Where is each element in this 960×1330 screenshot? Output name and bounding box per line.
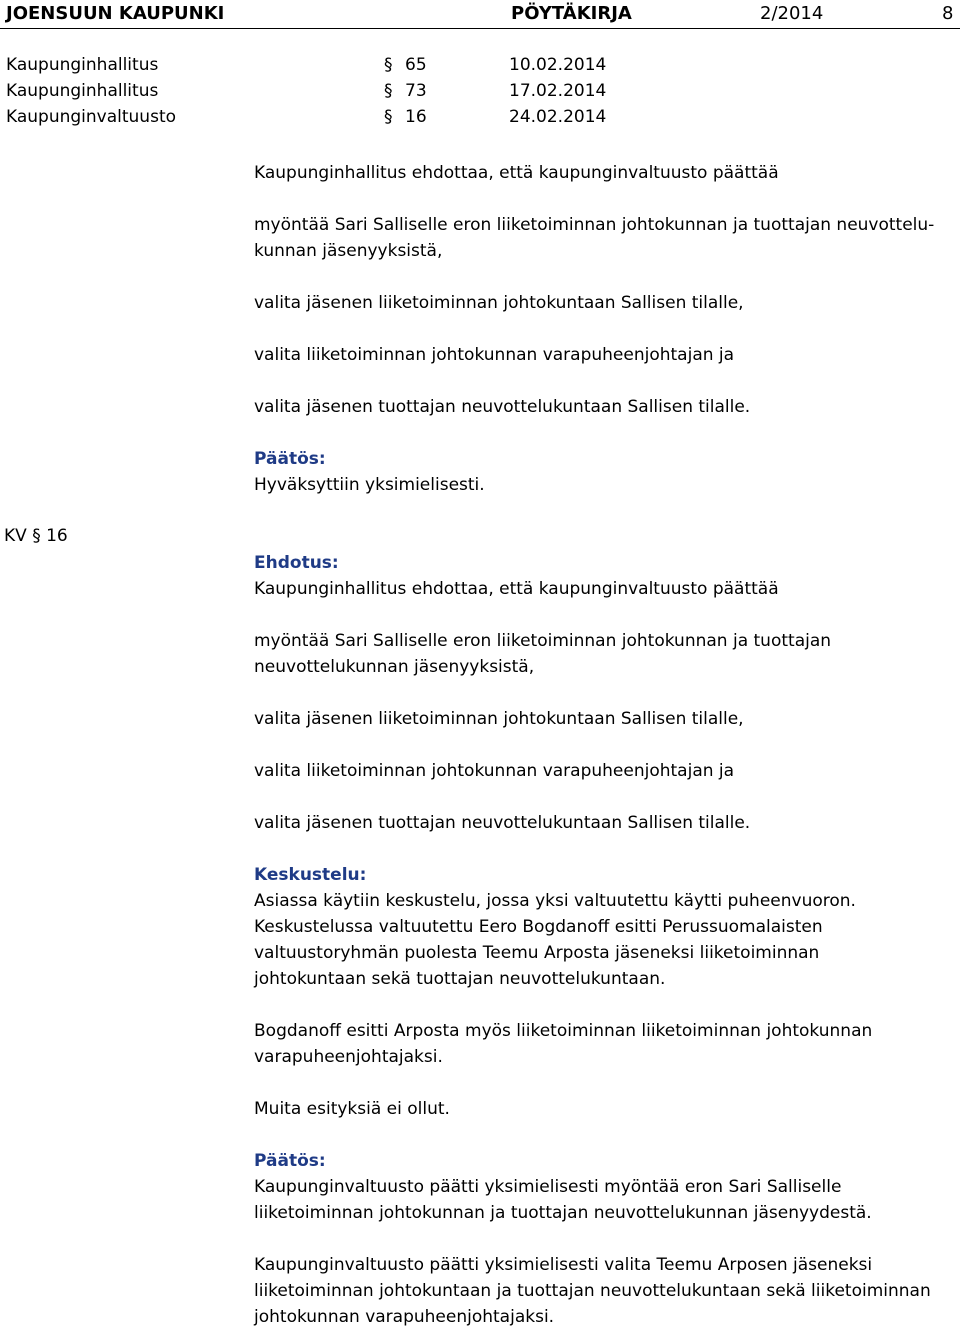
section-sign-icon: § — [384, 107, 393, 127]
document-type: PÖYTÄKIRJA — [511, 3, 632, 24]
meeting-references — [6, 52, 706, 130]
section-number: 16 — [405, 107, 427, 127]
kh-item-1-cont: kunnan jäsenyyksistä, — [254, 241, 443, 261]
kv-section-number: 16 — [46, 526, 68, 546]
meeting-reference-row — [6, 78, 706, 104]
page-header — [0, 0, 960, 29]
kv-decision-line: Kaupunginvaltuusto päätti yksimielisesti myöntää eron Sari Salliselle — [254, 1177, 842, 1197]
kv-discussion-line: Muita esityksiä ei ollut. — [254, 1099, 450, 1119]
decision-body: Kaupunginhallitus — [6, 55, 159, 75]
kv-decision-label: Päätös: — [254, 1151, 326, 1171]
kv-reference — [4, 523, 68, 549]
kh-decision-label: Päätös: — [254, 449, 326, 469]
kv-item-1: myöntää Sari Salliselle eron liiketoiminnan johtokunnan ja tuottajan — [254, 631, 832, 651]
kv-discussion-line: Asiassa käytiin keskustelu, jossa yksi valtuutettu käytti puheenvuoron. — [254, 891, 856, 911]
meeting-date: 10.02.2014 — [509, 55, 607, 75]
city-name: JOENSUUN KAUPUNKI — [6, 3, 225, 24]
kv-item-4: valita jäsenen tuottajan neuvottelukuntaan Sallisen tilalle. — [254, 813, 751, 833]
section-number: 65 — [405, 55, 427, 75]
kv-decision-line: johtokunnan varapuheenjohtajaksi. — [254, 1307, 555, 1327]
kv-discussion-line: johtokuntaan sekä tuottajan neuvottelukuntaan. — [254, 969, 666, 989]
kv-item-3: valita liiketoiminnan johtokunnan varapuheenjohtajan ja — [254, 761, 735, 781]
kv-prefix: KV — [4, 526, 27, 546]
kv-intro: Kaupunginhallitus ehdottaa, että kaupunginvaltuusto päättää — [254, 579, 779, 599]
kv-decision-line: liiketoiminnan johtokuntaan ja tuottajan neuvottelukuntaan sekä liiketoiminnan — [254, 1281, 931, 1301]
kv-discussion-line: valtuustoryhmän puolesta Teemu Arposta jäseneksi liiketoiminnan — [254, 943, 820, 963]
decision-body: Kaupunginhallitus — [6, 81, 159, 101]
section-sign-icon: § — [384, 81, 393, 101]
kv-item-1-cont: neuvottelukunnan jäsenyyksistä, — [254, 657, 535, 677]
kv-decision-line: Kaupunginvaltuusto päätti yksimielisesti valita Teemu Arposen jäseneksi — [254, 1255, 873, 1275]
page-number: 8 — [942, 3, 954, 24]
section-sign-icon: § — [32, 526, 41, 546]
decision-body: Kaupunginvaltuusto — [6, 107, 177, 127]
kh-decision-text: Hyväksyttiin yksimielisesti. — [254, 475, 485, 495]
kh-item-3: valita liiketoiminnan johtokunnan varapuheenjohtajan ja — [254, 345, 735, 365]
kh-section — [254, 160, 954, 498]
section-number: 73 — [405, 81, 427, 101]
kv-discussion-label: Keskustelu: — [254, 865, 367, 885]
kv-proposal-label: Ehdotus: — [254, 553, 339, 573]
kv-item-2: valita jäsenen liiketoiminnan johtokuntaan Sallisen tilalle, — [254, 709, 744, 729]
kh-item-1: myöntää Sari Salliselle eron liiketoiminnan johtokunnan ja tuottajan neuvottelu- — [254, 215, 935, 235]
meeting-reference-row — [6, 52, 706, 78]
kv-discussion-line: varapuheenjohtajaksi. — [254, 1047, 443, 1067]
meeting-date: 24.02.2014 — [509, 107, 607, 127]
kh-intro: Kaupunginhallitus ehdottaa, että kaupunginvaltuusto päättää — [254, 163, 779, 183]
section-sign-icon: § — [384, 55, 393, 75]
kv-discussion-line: Keskustelussa valtuutettu Eero Bogdanoff esitti Perussuomalaisten — [254, 917, 823, 937]
kh-item-4: valita jäsenen tuottajan neuvottelukuntaan Sallisen tilalle. — [254, 397, 751, 417]
meeting-reference-row — [6, 104, 706, 130]
meeting-date: 17.02.2014 — [509, 81, 607, 101]
kh-item-2: valita jäsenen liiketoiminnan johtokuntaan Sallisen tilalle, — [254, 293, 744, 313]
kv-decision-line: liiketoiminnan johtokunnan ja tuottajan neuvottelukunnan jäsenyydestä. — [254, 1203, 872, 1223]
kv-discussion-line: Bogdanoff esitti Arposta myös liiketoiminnan liiketoiminnan johtokunnan — [254, 1021, 873, 1041]
kv-section — [254, 550, 954, 1330]
document-number: 2/2014 — [760, 3, 824, 24]
